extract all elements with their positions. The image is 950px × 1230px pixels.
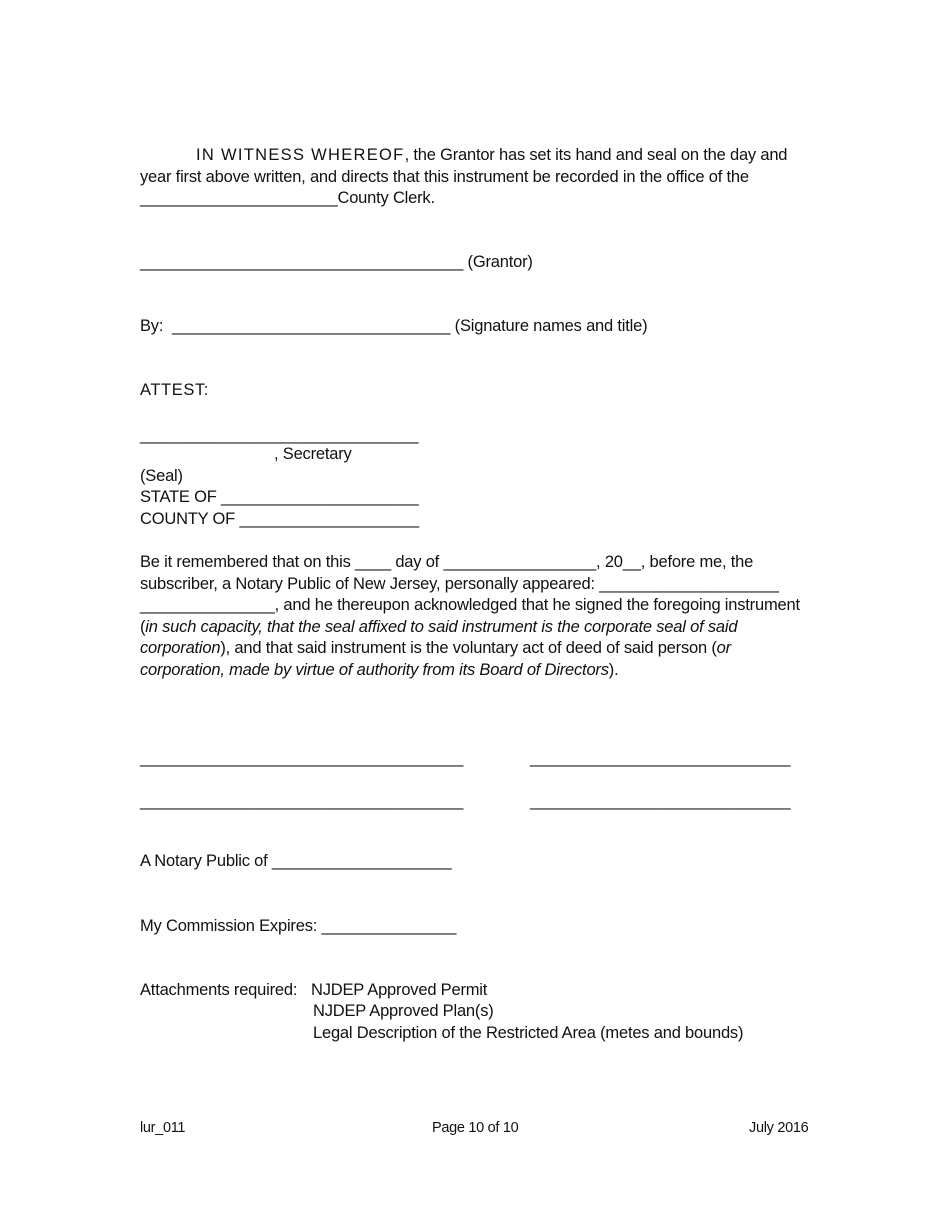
- witness-lead: IN WITNESS WHEREOF: [196, 146, 405, 164]
- notary-text-1: Be it remembered that on this ____ day of _________________, 20__, before me, the subscriber, a Notary Public of New Jersey, personally appeared: ____________________ _______________, and he thereupon acknowledged that he signed the foregoing instrument (: [140, 553, 800, 636]
- state-of-line: STATE OF ______________________: [140, 488, 419, 506]
- notary-italic-1: in such capacity, that the seal affixed to said instrument is the corporate seal of said corporation: [140, 617, 738, 657]
- footer-form-id: lur_011: [140, 1120, 186, 1136]
- footer-date: July 2016: [749, 1120, 809, 1136]
- notary-acknowledgment-paragraph: [140, 552, 810, 681]
- attachment-item: NJDEP Approved Permit: [311, 981, 488, 999]
- footer-page-number: Page 10 of 10: [432, 1120, 519, 1136]
- secretary-label: , Secretary: [274, 445, 352, 463]
- attachments-label: Attachments required:: [140, 981, 298, 999]
- sign-line-right-1: _____________________________: [530, 749, 791, 767]
- notary-public-of-line: A Notary Public of ____________________: [140, 852, 452, 870]
- attest-label: ATTEST:: [140, 381, 209, 399]
- notary-text-3: ).: [608, 660, 619, 679]
- county-of-line: COUNTY OF ____________________: [140, 510, 419, 528]
- attachment-item: NJDEP Approved Plan(s): [313, 1002, 494, 1020]
- by-signature-line: By: _______________________________ (Signature names and title): [140, 317, 648, 335]
- witness-text: , the Grantor has set its hand and seal on the day and year first above written, and directs that this instrument be recorded in the office of the ______________________County Clerk.: [140, 146, 788, 207]
- commission-expires-line: My Commission Expires: _______________: [140, 917, 457, 935]
- witness-paragraph: [140, 145, 810, 210]
- sign-line-left-1: ____________________________________: [140, 749, 464, 767]
- grantor-signature-line: ____________________________________ (Grantor): [140, 253, 533, 271]
- notary-text-2: ), and that said instrument is the voluntary act of deed of said person (: [220, 639, 717, 657]
- seal-label: (Seal): [140, 467, 183, 485]
- sign-line-left-2: ____________________________________: [140, 792, 464, 810]
- attachment-item: Legal Description of the Restricted Area (metes and bounds): [313, 1024, 744, 1042]
- attest-signature-blank: _______________________________: [140, 426, 419, 444]
- sign-line-right-2: _____________________________: [530, 792, 791, 810]
- notary-italic-2: or corporation, made by virtue of authority from its Board of Directors: [140, 639, 731, 679]
